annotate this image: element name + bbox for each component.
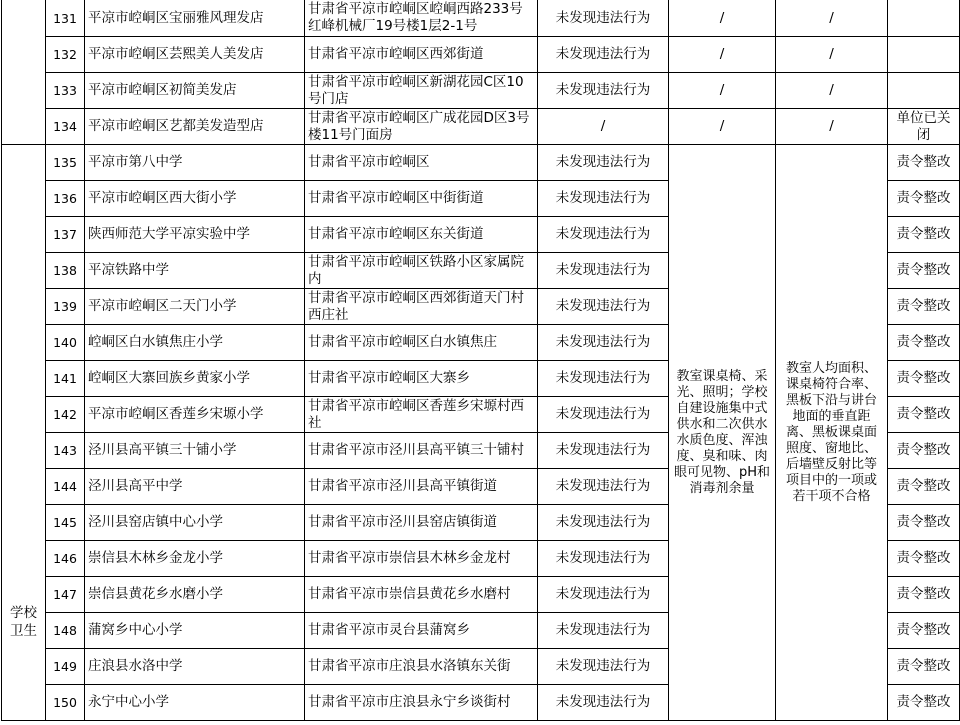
table-row: [2, 37, 960, 73]
table-row: [2, 0, 960, 37]
action-cell: 责令整改: [888, 685, 960, 721]
problems-cell: /: [776, 109, 888, 145]
inspection-result: 未发现违法行为: [538, 73, 669, 109]
row-number: 144: [46, 469, 85, 505]
problems-cell: 教室人均面积、课桌椅符合率、黑板下沿与讲台地面的垂直距离、黑板课桌面照度、窗地比、后墙壁反射比等项目中的一项或若干项不合格: [776, 145, 888, 721]
unit-address: 甘肃省平凉市崆峒区西郊街道天门村西庄社: [305, 289, 538, 325]
table-body: [2, 0, 960, 721]
unit-name: 平凉市崆峒区西大街小学: [85, 181, 305, 217]
unit-address: 甘肃省平凉市崆峒区东关街道: [305, 217, 538, 253]
unit-address: 甘肃省平凉市泾川县窑店镇街道: [305, 505, 538, 541]
action-cell: 责令整改: [888, 253, 960, 289]
action-cell: 责令整改: [888, 505, 960, 541]
inspection-result: 未发现违法行为: [538, 253, 669, 289]
unit-name: 平凉市崆峒区宝丽雅风理发店: [85, 0, 305, 37]
unit-name: 平凉市崆峒区二天门小学: [85, 289, 305, 325]
row-number: 131: [46, 0, 85, 37]
row-number: 149: [46, 649, 85, 685]
check-items-cell: 教室课桌椅、采光、照明；学校自建设施集中式供水和二次供水水质色度、浑浊度、臭和味、肉眼可见物、pH和消毒剂余量: [669, 145, 776, 721]
unit-name: 平凉市崆峒区芸熙美人美发店: [85, 37, 305, 73]
unit-name: 庄浪县水洛中学: [85, 649, 305, 685]
category-cell: 学校卫生: [2, 145, 46, 721]
inspection-result: 未发现违法行为: [538, 397, 669, 433]
unit-address: 甘肃省平凉市泾川县高平镇街道: [305, 469, 538, 505]
check-items-cell: /: [669, 73, 776, 109]
action-cell: 单位已关闭: [888, 109, 960, 145]
unit-address: 甘肃省平凉市崆峒区崆峒西路233号红峰机械厂19号楼1层2-1号: [305, 0, 538, 37]
action-cell: 责令整改: [888, 145, 960, 181]
inspection-result: 未发现违法行为: [538, 469, 669, 505]
row-number: 134: [46, 109, 85, 145]
inspection-result: 未发现违法行为: [538, 613, 669, 649]
unit-address: 甘肃省平凉市泾川县高平镇三十铺村: [305, 433, 538, 469]
unit-name: 蒲窝乡中心小学: [85, 613, 305, 649]
unit-name: 崇信县黄花乡水磨小学: [85, 577, 305, 613]
inspection-result: 未发现违法行为: [538, 541, 669, 577]
action-cell: 责令整改: [888, 289, 960, 325]
unit-address: 甘肃省平凉市崇信县黄花乡水磨村: [305, 577, 538, 613]
category-cell-empty: [2, 0, 46, 145]
unit-address: 甘肃省平凉市灵台县蒲窝乡: [305, 613, 538, 649]
inspection-table: [1, 0, 960, 721]
unit-address: 甘肃省平凉市崇信县木林乡金龙村: [305, 541, 538, 577]
unit-address: 甘肃省平凉市崆峒区中街街道: [305, 181, 538, 217]
inspection-result: 未发现违法行为: [538, 37, 669, 73]
inspection-result: 未发现违法行为: [538, 505, 669, 541]
inspection-result: 未发现违法行为: [538, 0, 669, 37]
inspection-result: 未发现违法行为: [538, 289, 669, 325]
action-cell: 责令整改: [888, 325, 960, 361]
unit-name: 崆峒区大寨回族乡黄家小学: [85, 361, 305, 397]
inspection-result: 未发现违法行为: [538, 361, 669, 397]
row-number: 143: [46, 433, 85, 469]
row-number: 136: [46, 181, 85, 217]
action-cell: 责令整改: [888, 649, 960, 685]
unit-name: 平凉市崆峒区艺都美发造型店: [85, 109, 305, 145]
unit-address: 甘肃省平凉市崆峒区西郊街道: [305, 37, 538, 73]
unit-name: 平凉市第八中学: [85, 145, 305, 181]
action-cell: 责令整改: [888, 541, 960, 577]
row-number: 135: [46, 145, 85, 181]
unit-name: 崇信县木林乡金龙小学: [85, 541, 305, 577]
row-number: 148: [46, 613, 85, 649]
row-number: 145: [46, 505, 85, 541]
unit-name: 泾川县高平中学: [85, 469, 305, 505]
action-cell: 责令整改: [888, 361, 960, 397]
row-number: 138: [46, 253, 85, 289]
problems-cell: /: [776, 37, 888, 73]
unit-address: 甘肃省平凉市崆峒区新湖花园C区10号门店: [305, 73, 538, 109]
unit-address: 甘肃省平凉市崆峒区广成花园D区3号楼11号门面房: [305, 109, 538, 145]
row-number: 137: [46, 217, 85, 253]
check-items-cell: /: [669, 109, 776, 145]
row-number: 142: [46, 397, 85, 433]
unit-address: 甘肃省平凉市庄浪县水洛镇东关街: [305, 649, 538, 685]
row-number: 132: [46, 37, 85, 73]
inspection-result: 未发现违法行为: [538, 145, 669, 181]
action-cell: [888, 37, 960, 73]
unit-name: 泾川县高平镇三十铺小学: [85, 433, 305, 469]
action-cell: [888, 73, 960, 109]
unit-address: 甘肃省平凉市崆峒区香莲乡宋塬村西社: [305, 397, 538, 433]
table-row: [2, 73, 960, 109]
row-number: 147: [46, 577, 85, 613]
inspection-result: 未发现违法行为: [538, 649, 669, 685]
row-number: 133: [46, 73, 85, 109]
action-cell: 责令整改: [888, 613, 960, 649]
inspection-result: 未发现违法行为: [538, 685, 669, 721]
inspection-result: /: [538, 109, 669, 145]
unit-name: 平凉市崆峒区初简美发店: [85, 73, 305, 109]
unit-address: 甘肃省平凉市崆峒区铁路小区家属院内: [305, 253, 538, 289]
action-cell: 责令整改: [888, 217, 960, 253]
unit-address: 甘肃省平凉市崆峒区大寨乡: [305, 361, 538, 397]
inspection-result: 未发现违法行为: [538, 217, 669, 253]
check-items-cell: /: [669, 0, 776, 37]
problems-cell: /: [776, 0, 888, 37]
problems-cell: /: [776, 73, 888, 109]
unit-address: 甘肃省平凉市崆峒区: [305, 145, 538, 181]
inspection-result: 未发现违法行为: [538, 577, 669, 613]
unit-name: 平凉铁路中学: [85, 253, 305, 289]
table-row: [2, 145, 960, 181]
action-cell: 责令整改: [888, 469, 960, 505]
row-number: 139: [46, 289, 85, 325]
unit-name: 泾川县窑店镇中心小学: [85, 505, 305, 541]
check-items-cell: /: [669, 37, 776, 73]
unit-address: 甘肃省平凉市庄浪县永宁乡谈街村: [305, 685, 538, 721]
unit-name: 崆峒区白水镇焦庄小学: [85, 325, 305, 361]
row-number: 140: [46, 325, 85, 361]
row-number: 150: [46, 685, 85, 721]
inspection-result: 未发现违法行为: [538, 433, 669, 469]
action-cell: [888, 0, 960, 37]
table-row: [2, 109, 960, 145]
action-cell: 责令整改: [888, 397, 960, 433]
action-cell: 责令整改: [888, 181, 960, 217]
unit-address: 甘肃省平凉市崆峒区白水镇焦庄: [305, 325, 538, 361]
action-cell: 责令整改: [888, 433, 960, 469]
inspection-result: 未发现违法行为: [538, 181, 669, 217]
action-cell: 责令整改: [888, 577, 960, 613]
unit-name: 陕西师范大学平凉实验中学: [85, 217, 305, 253]
inspection-result: 未发现违法行为: [538, 325, 669, 361]
row-number: 146: [46, 541, 85, 577]
unit-name: 平凉市崆峒区香莲乡宋塬小学: [85, 397, 305, 433]
unit-name: 永宁中心小学: [85, 685, 305, 721]
row-number: 141: [46, 361, 85, 397]
